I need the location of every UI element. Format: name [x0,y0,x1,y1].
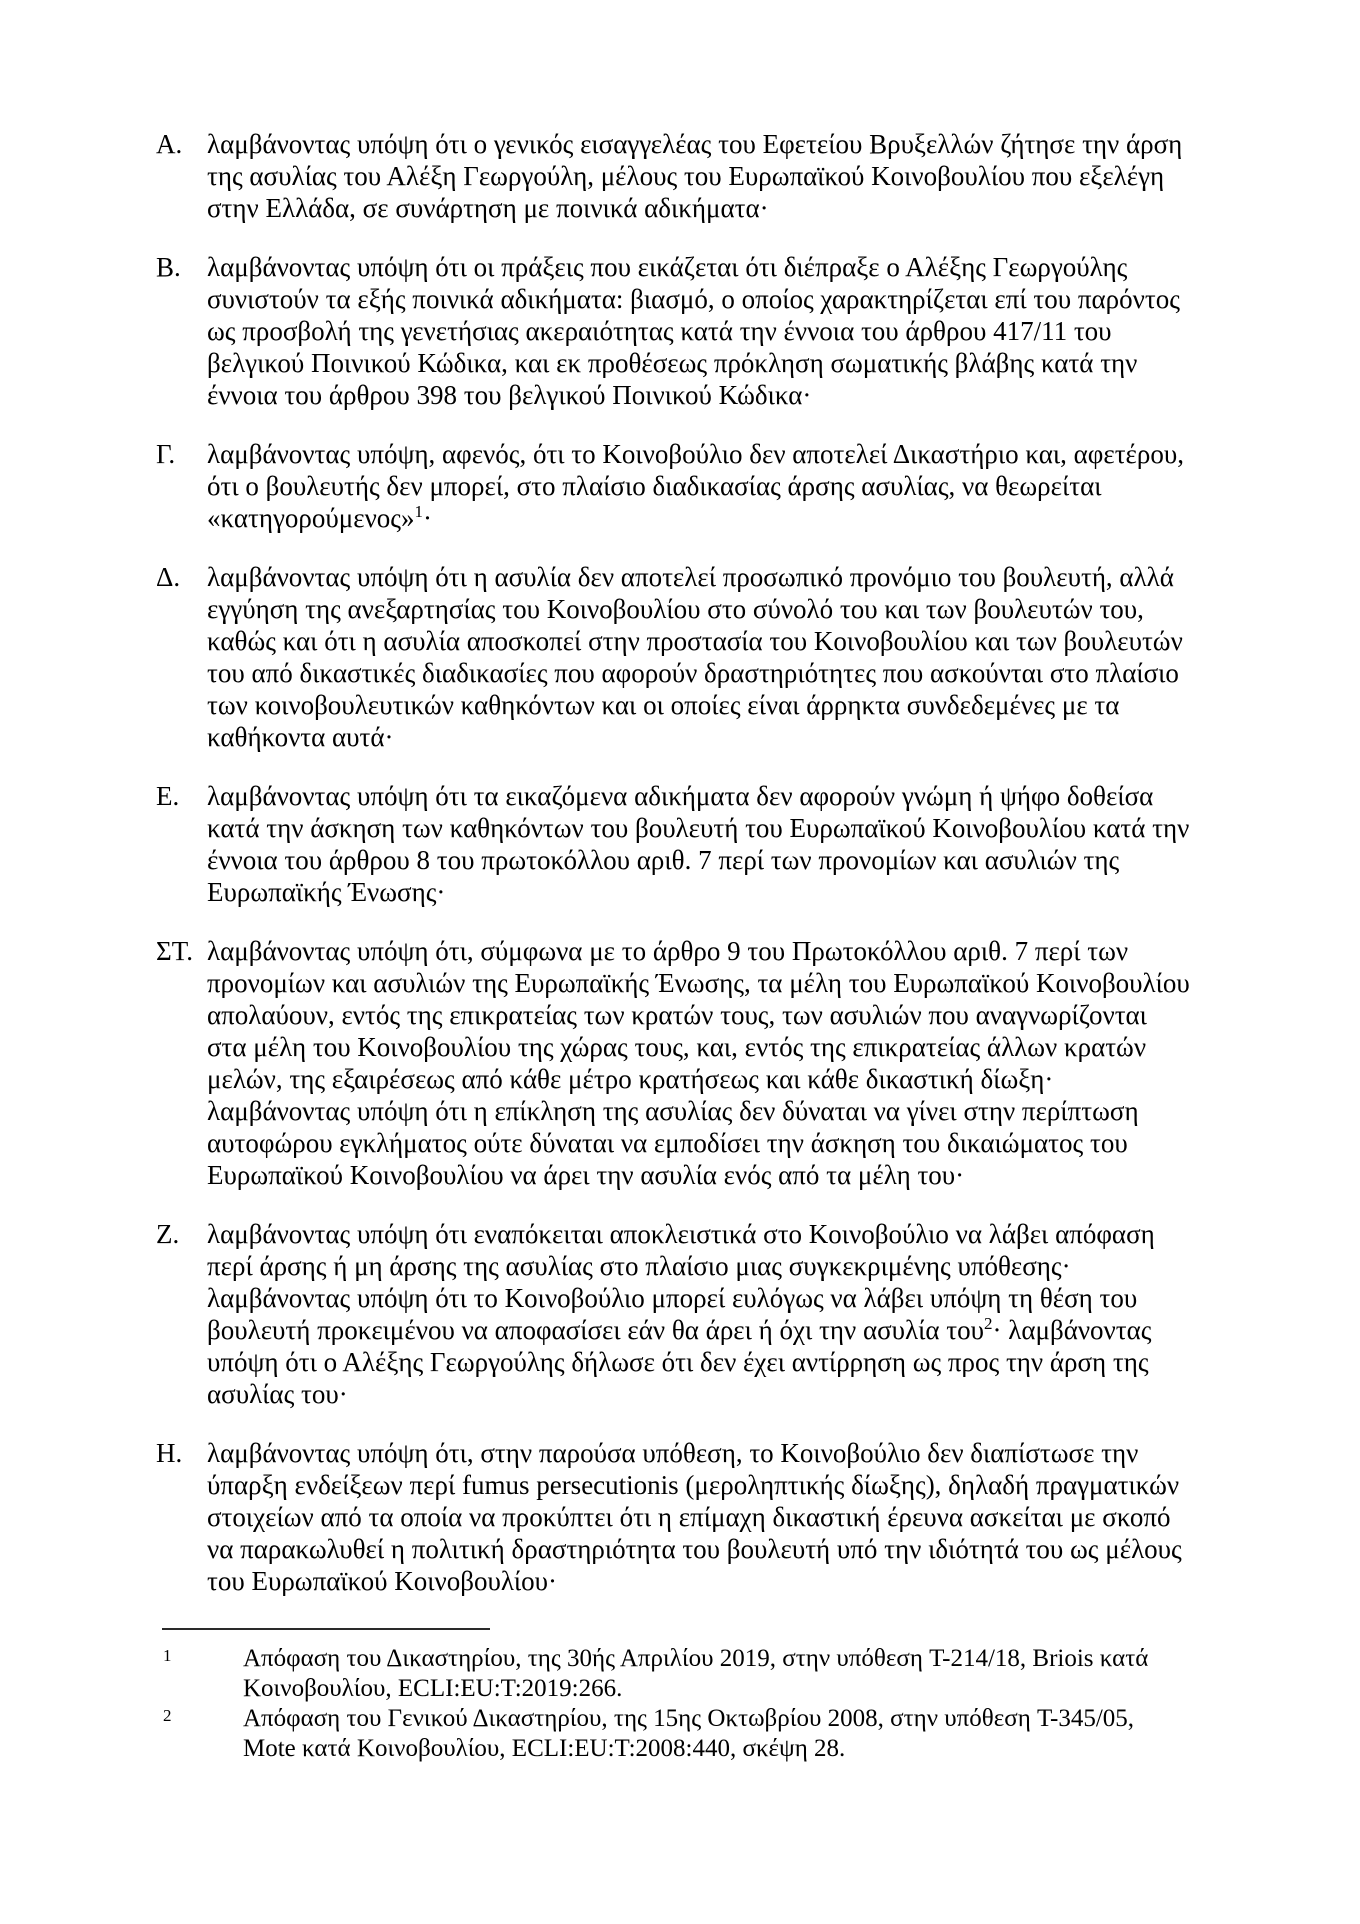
recital-text-run: λαμβάνοντας υπόψη ότι, στην παρούσα υπόθεση, το Κοινοβούλιο δεν διαπίστωσε την ύπαρξη ενδείξεων περί fumus persecutionis (μεροληπτικής δίωξης), δηλαδή πραγματικών στοιχείων από τα οποία να προκύπτει ότι η επίμαχη δικαστική έρευνα ασκείται με σκοπό να παρακωλυθεί η πολιτική δραστηριότητα του βουλευτή υπό την ιδιότητά του ως μέλους του Ευρωπαϊκού Κοινοβουλίου· [207,1438,1182,1596]
recital-text [207,561,1190,753]
recital-label: Β. [156,252,181,282]
recital-text-run: λαμβάνοντας υπόψη ότι εναπόκειται αποκλειστικά στο Κοινοβούλιο να λάβει απόφαση περί άρσης ή μη άρσης της ασυλίας στο πλαίσιο μιας συγκεκριμένης υπόθεσης· λαμβάνοντας υπόψη ότι το Κοινοβούλιο μπορεί ευλόγως να λάβει υπόψη τη θέση του βουλευτή προκειμένου να αποφασίσει εάν θα άρει ή όχι την ασυλία του [207,1219,1155,1345]
recital-text [207,1437,1190,1597]
recital-text [207,1218,1190,1410]
footnote-ref: 1 [414,502,423,521]
footnote [156,1704,1190,1764]
footnote [156,1644,1190,1704]
recital-label: Α. [156,129,183,159]
footnote-text: Απόφαση του Δικαστηρίου, της 30ής Απριλίου 2019, στην υπόθεση T-214/18, Briois κατά Κοινοβουλίου, ECLI:EU:T:2019:266. [243,1645,1149,1702]
footnote-separator [162,1628,490,1630]
recital [156,251,1190,411]
recital [156,780,1190,908]
recital-text-run: λαμβάνοντας υπόψη ότι οι πράξεις που εικάζεται ότι διέπραξε ο Αλέξης Γεωργούλης συνιστούν τα εξής ποινικά αδικήματα: βιασμό, ο οποίος χαρακτηρίζεται επί του παρόντος ως προσβολή της γενετήσιας ακεραιότητας κατά την έννοια του άρθρου 417/11 του βελγικού Ποινικού Κώδικα, και εκ προθέσεως πρόκληση σωματικής βλάβης κατά την έννοια του άρθρου 398 του βελγικού Ποινικού Κώδικα· [207,252,1180,410]
footnote-text: Απόφαση του Γενικού Δικαστηρίου, της 15ης Οκτωβρίου 2008, στην υπόθεση T-345/05, Mote κατά Κοινοβουλίου, ECLI:EU:T:2008:440, σκέψη 28. [243,1705,1135,1762]
recital-label: ΣΤ. [156,936,193,966]
recital-text-run: · λαμβάνοντας υπόψη ότι ο Αλέξης Γεωργούλης δήλωσε ότι δεν έχει αντίρρηση ως προς την άρση της ασυλίας του· [207,1315,1152,1409]
recital-text [207,780,1190,908]
recital [156,561,1190,753]
recital-text-run: λαμβάνοντας υπόψη ότι η ασυλία δεν αποτελεί προσωπικό προνόμιο του βουλευτή, αλλά εγγύηση της ανεξαρτησίας του Κοινοβουλίου στο σύνολό του και των βουλευτών του, καθώς και ότι η ασυλία αποσκοπεί στην προστασία του Κοινοβουλίου και των βουλευτών του από δικαστικές διαδικασίες που αφορούν δραστηριότητες που ασκούνται στο πλαίσιο των κοινοβουλευτικών καθηκόντων και οι οποίες είναι άρρηκτα συνδεδεμένες με τα καθήκοντα αυτά· [207,562,1183,752]
recital-text-run: λαμβάνοντας υπόψη ότι ο γενικός εισαγγελέας του Εφετείου Βρυξελλών ζήτησε την άρση της ασυλίας του Αλέξη Γεωργούλη, μέλους του Ευρωπαϊκού Κοινοβουλίου που εξελέγη στην Ελλάδα, σε συνάρτηση με ποινικά αδικήματα· [207,129,1183,223]
footnote-number [156,1644,243,1676]
recital-label: Ε. [156,781,180,811]
recital-text-run: λαμβάνοντας υπόψη, αφενός, ότι το Κοινοβούλιο δεν αποτελεί Δικαστήριο και, αφετέρου, ότι ο βουλευτής δεν μπορεί, στο πλαίσιο διαδικασίας άρσης ασυλίας, να θεωρείται «κατηγορούμενος» [207,439,1184,533]
footnote-ref: 2 [984,1314,993,1333]
footnote-number-value: 1 [163,1646,172,1665]
recital-label: Δ. [156,562,181,592]
recital [156,935,1190,1191]
recital-text [207,935,1190,1191]
recital-label: Γ. [156,439,176,469]
recital-label: Η. [156,1438,183,1468]
recital-text-run: · [422,503,432,533]
recital-label: Ζ. [156,1219,180,1249]
recital-text-run: λαμβάνοντας υπόψη ότι τα εικαζόμενα αδικήματα δεν αφορούν γνώμη ή ψήφο δοθείσα κατά την άσκηση των καθηκόντων του βουλευτή του Ευρωπαϊκού Κοινοβουλίου κατά την έννοια του άρθρου 8 του πρωτοκόλλου αριθ. 7 περί των προνομίων και ασυλιών της Ευρωπαϊκής Ένωσης· [207,781,1190,907]
recital [156,1218,1190,1410]
recitals-section [156,128,1190,1597]
footnote-number-value: 2 [163,1706,172,1725]
recital-text-run: λαμβάνοντας υπόψη ότι, σύμφωνα με το άρθρο 9 του Πρωτοκόλλου αριθ. 7 περί των προνομίων και ασυλιών της Ευρωπαϊκής Ένωσης, τα μέλη του Ευρωπαϊκού Κοινοβουλίου απολαύουν, εντός της επικρατείας των κρατών τους, των ασυλιών που αναγνωρίζονται στα μέλη του Κοινοβουλίου της χώρας τους, και, εντός της επικρατείας άλλων κρατών μελών, της εξαιρέσεως από κάθε μέτρο κρατήσεως και κάθε δικαστική δίωξη· λαμβάνοντας υπόψη ότι η επίκληση της ασυλίας δεν δύναται να γίνει στην περίπτωση αυτοφώρου εγκλήματος ούτε δύναται να εμποδίσει την άσκηση του δικαιώματος του Ευρωπαϊκού Κοινοβουλίου να άρει την ασυλία ενός από τα μέλη του· [207,936,1190,1190]
recital-text [207,438,1190,534]
recital-text [207,251,1190,411]
recital [156,128,1190,224]
footnotes-section [156,1644,1190,1764]
document-content [156,128,1190,1764]
recital-text [207,128,1190,224]
recital [156,1437,1190,1597]
footnote-number [156,1704,243,1736]
recital [156,438,1190,534]
